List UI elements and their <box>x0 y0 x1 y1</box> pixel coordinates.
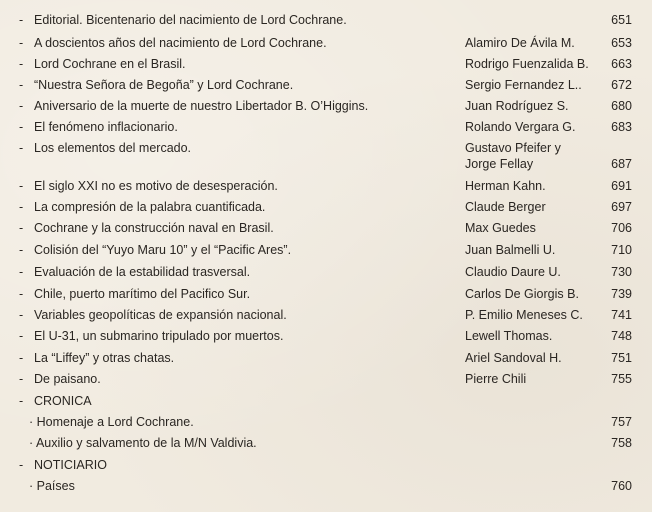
article-title: Lord Cochrane en el Brasil. <box>34 57 186 71</box>
bullet: - <box>19 141 24 155</box>
article-author: Claudio Daure U. <box>465 265 561 279</box>
bullet: - <box>19 57 24 71</box>
bullet: - <box>19 78 24 92</box>
page-number: 672 <box>611 78 632 92</box>
page-number: 663 <box>611 57 632 71</box>
article-title: A doscientos años del nacimiento de Lord Cochrane. <box>34 36 327 50</box>
article-title: Aniversario de la muerte de nuestro Libertador B. O’Higgins. <box>34 99 369 113</box>
bullet: - <box>19 394 24 408</box>
article-title: Los elementos del mercado. <box>34 141 192 155</box>
article-title: La “Liffey” y otras chatas. <box>34 351 175 365</box>
bullet: - <box>19 458 24 472</box>
article-author: Sergio Fernandez L.. <box>465 78 582 92</box>
bullet: - <box>19 13 24 27</box>
article-author: Gustavo Pfeifer y <box>465 141 561 155</box>
article-title: Evaluación de la estabilidad trasversal. <box>34 265 251 279</box>
page-number: 741 <box>611 308 632 322</box>
page-number: 691 <box>611 179 632 193</box>
bullet: - <box>19 200 24 214</box>
page-number: 739 <box>611 287 632 301</box>
article-title: Editorial. Bicentenario del nacimiento de Lord Cochrane. <box>34 13 347 27</box>
page-number: 680 <box>611 99 632 113</box>
article-title: Colisión del “Yuyo Maru 10” y el “Pacific Ares”. <box>34 243 292 257</box>
article-title: · Homenaje a Lord Cochrane. <box>29 415 194 429</box>
bullet: - <box>19 287 24 301</box>
bullet: - <box>19 308 24 322</box>
article-author: Lewell Thomas. <box>465 329 553 343</box>
article-title: · Países <box>29 479 75 493</box>
article-title: La compresión de la palabra cuantificada. <box>34 200 266 214</box>
page-number: 757 <box>611 415 632 429</box>
bullet: - <box>19 243 24 257</box>
article-author: Rolando Vergara G. <box>465 120 576 134</box>
article-author: Juan Balmelli U. <box>465 243 556 257</box>
page-number: 651 <box>611 13 632 27</box>
bullet: - <box>19 372 24 386</box>
page-number: 758 <box>611 436 632 450</box>
article-author: Max Guedes <box>465 221 536 235</box>
page-number: 760 <box>611 479 632 493</box>
article-title: “Nuestra Señora de Begoña” y Lord Cochrane. <box>34 78 294 92</box>
article-title: Chile, puerto marítimo del Pacifico Sur. <box>34 287 251 301</box>
page-number: 653 <box>611 36 632 50</box>
bullet: - <box>19 120 24 134</box>
page-number: 710 <box>611 243 632 257</box>
bullet: - <box>19 265 24 279</box>
page-number: 697 <box>611 200 632 214</box>
article-author: P. Emilio Meneses C. <box>465 308 583 322</box>
article-title: Variables geopolíticas de expansión nacional. <box>34 308 287 322</box>
bullet: - <box>19 329 24 343</box>
article-title: · Auxilio y salvamento de la M/N Valdivia. <box>29 436 257 450</box>
article-title: El fenómeno inflacionario. <box>34 120 178 134</box>
page-number: 751 <box>611 351 632 365</box>
page-number: 687 <box>611 157 632 171</box>
page-number: 748 <box>611 329 632 343</box>
bullet: - <box>19 36 24 50</box>
page-number: 730 <box>611 265 632 279</box>
article-author: Carlos De Giorgis B. <box>465 287 579 301</box>
article-author: Alamiro De Ávila M. <box>465 36 575 50</box>
section-title: CRONICA <box>34 394 92 408</box>
bullet: - <box>19 99 24 113</box>
article-title: De paisano. <box>34 372 101 386</box>
article-author: Herman Kahn. <box>465 179 546 193</box>
section-title: NOTICIARIO <box>34 458 107 472</box>
article-author-continued: Jorge Fellay <box>465 157 534 171</box>
page-number: 755 <box>611 372 632 386</box>
article-author: Juan Rodríguez S. <box>465 99 569 113</box>
article-author: Claude Berger <box>465 200 546 214</box>
page-number: 683 <box>611 120 632 134</box>
article-title: El siglo XXI no es motivo de desesperación. <box>34 179 278 193</box>
article-author: Ariel Sandoval H. <box>465 351 562 365</box>
article-author: Rodrigo Fuenzalida B. <box>465 57 589 71</box>
article-title: El U-31, un submarino tripulado por muertos. <box>34 329 284 343</box>
bullet: - <box>19 179 24 193</box>
bullet: - <box>19 351 24 365</box>
article-title: Cochrane y la construcción naval en Brasil. <box>34 221 274 235</box>
page-number: 706 <box>611 221 632 235</box>
bullet: - <box>19 221 24 235</box>
article-author: Pierre Chili <box>465 372 527 386</box>
